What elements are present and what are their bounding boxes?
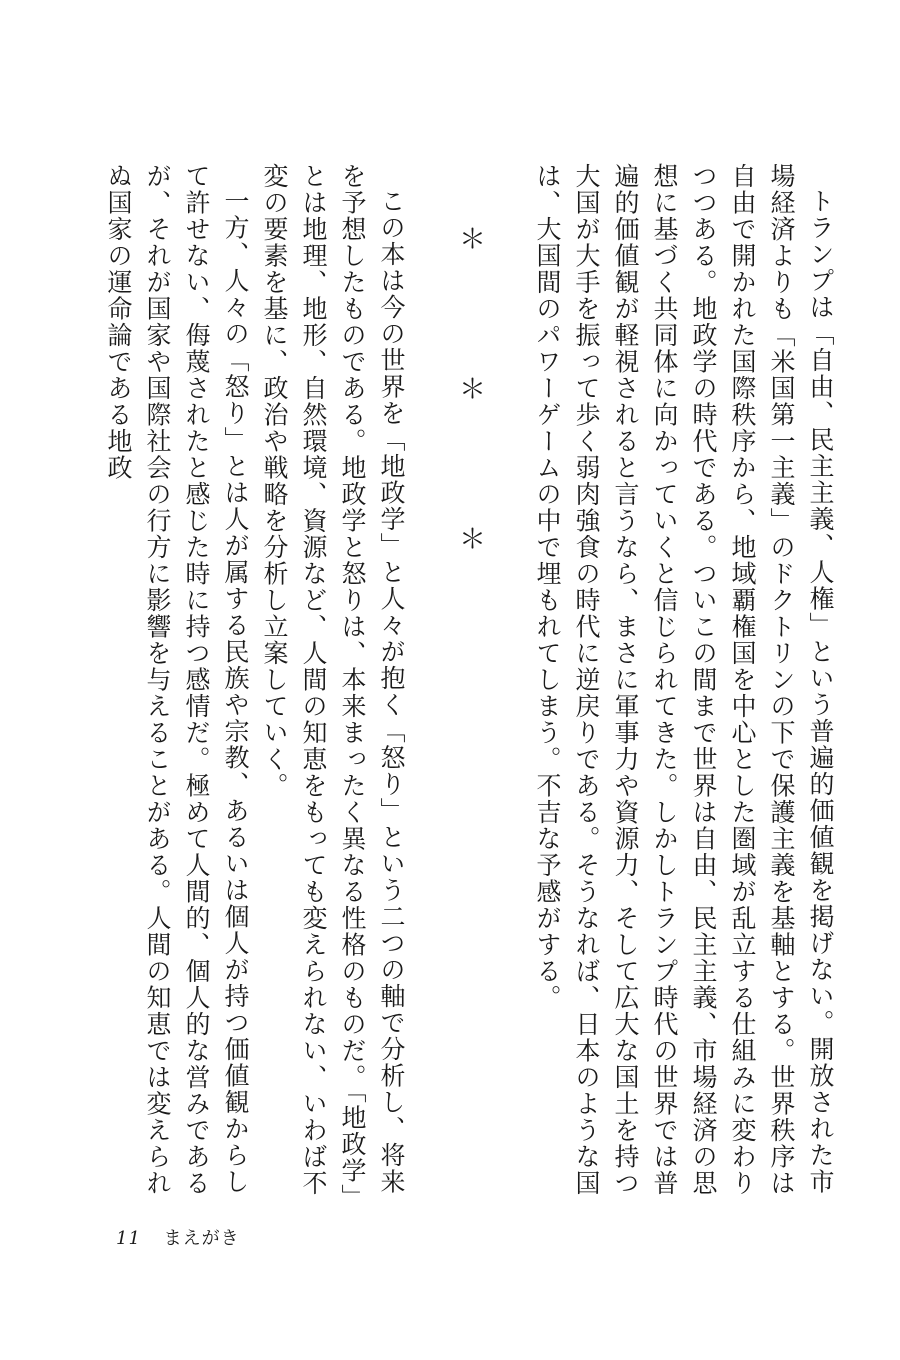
running-title: まえがき [163, 1228, 240, 1249]
page-number: 11 [116, 1228, 141, 1249]
blank-line [489, 163, 528, 1198]
blank-line [411, 163, 450, 1198]
section-break-asterisks: ＊ ＊ ＊ [454, 225, 485, 600]
page-footer [116, 1224, 240, 1250]
paragraph-anger: 一方、人々の「怒り」とは人が属する民族や宗教、あるいは個人が持つ価値観からして許せない、侮蔑されたと感じた時に持つ感情だ。極めて人間的、個人的な営みであるが、それが国家や国際社会の行方に影響を与えることがある。人間の知恵では変えられぬ国家の運命論である地政 [104, 163, 250, 1197]
paragraph-book-intro: この本は今の世界を「地政学」と人々が抱く「怒り」という二つの軸で分析し、将来を予想したものである。地政学と怒りは、本来まったく異なる性格のものだ。「地政学」とは地理、地形、自然環境、資源など、人間の知恵をもっても変えられない、いわば不変の要素を基に、政治や戦略を分析し立案していく。 [260, 163, 406, 1198]
vertical-text-body [99, 163, 840, 1198]
paragraph-trump: トランプは「自由、民主主義、人権」という普遍的価値観を掲げない。開放された市場経済よりも「米国第一主義」のドクトリンの下で保護主義を基軸とする。世界秩序は自由で開かれた国際秩序から、地域覇権国を中心とした圏域が乱立する仕組みに変わりつつある。地政学の時代である。ついこの間まで世界は自由、民主主義、市場経済の思想に基づく共同体に向かっていくと信じられてきた。しかしトランプ時代の世界では普遍的価値観が軽視されると言うなら、まさに軍事力や資源力、そして広大な国土を持つ大国が大手を振って歩く弱肉強食の時代に逆戻りである。そうなれば、日本のような国は、大国間のパワーゲームの中で埋もれてしまう。不吉な予感がする。 [533, 163, 835, 1197]
